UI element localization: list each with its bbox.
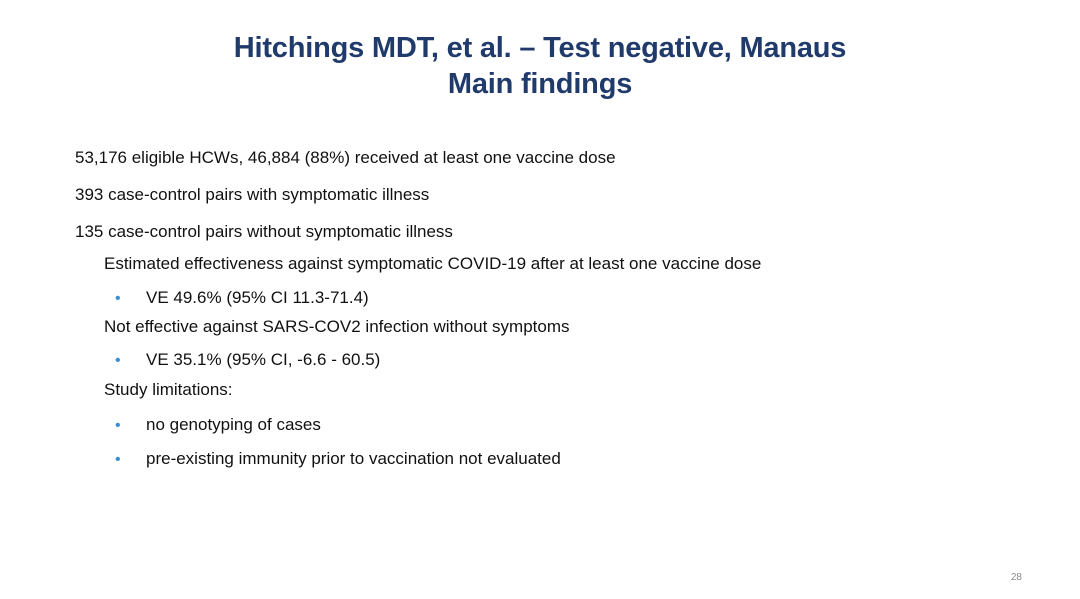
page-number: 28 <box>1010 572 1022 583</box>
title-line-2: Main findings <box>447 68 633 100</box>
bullet-text: VE 49.6% (95% CI 11.3-71.4) <box>146 288 369 307</box>
title-line-1: Hitchings MDT, et al. – Test negative, Manaus <box>233 32 847 64</box>
bullet-text: no genotyping of cases <box>146 415 321 434</box>
bullet-item-ve-symptomatic <box>115 288 369 309</box>
bullet-icon: • <box>115 451 121 468</box>
bullet-item-ve-asymptomatic <box>115 350 380 371</box>
point-eligible-hcws: 53,176 eligible HCWs, 46,884 (88%) received at least one vaccine dose <box>75 148 616 167</box>
bullet-text: VE 35.1% (95% CI, -6.6 - 60.5) <box>146 350 381 369</box>
bullet-item-limitation <box>115 415 321 436</box>
bullet-item-limitation <box>115 449 561 470</box>
effectiveness-heading: Estimated effectiveness against symptomatic COVID-19 after at least one vaccine dose <box>104 254 762 273</box>
point-asymptomatic-pairs: 135 case-control pairs without symptomatic illness <box>75 222 453 241</box>
bullet-icon: • <box>115 417 121 434</box>
point-symptomatic-pairs: 393 case-control pairs with symptomatic illness <box>75 185 430 204</box>
bullet-icon: • <box>115 352 121 369</box>
bullet-icon: • <box>115 290 121 307</box>
bullet-text: pre-existing immunity prior to vaccination not evaluated <box>146 449 561 468</box>
not-effective-heading: Not effective against SARS-COV2 infection without symptoms <box>104 317 570 336</box>
limitations-heading: Study limitations: <box>104 380 233 399</box>
slide-title <box>0 30 1080 102</box>
